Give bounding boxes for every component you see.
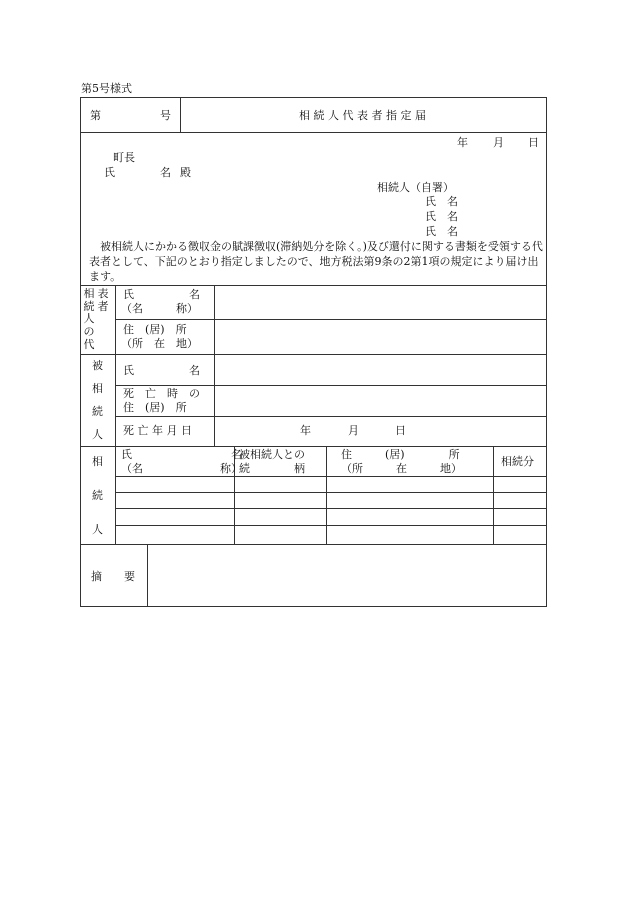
rule <box>115 416 546 417</box>
rule <box>81 132 546 133</box>
heirs-label-char: 人 <box>92 523 103 536</box>
addressee-name-label: 氏 <box>104 166 115 179</box>
deceased-label-char: 被 <box>92 359 103 372</box>
deceased-name-label: 氏 名 <box>123 364 200 377</box>
rule <box>115 319 546 320</box>
addressee-name-label-2: 名 <box>160 166 171 179</box>
representative-label-2: 表者 <box>97 287 109 313</box>
number-suffix: 号 <box>160 109 171 122</box>
rep-name-label: 氏 名 <box>123 288 200 301</box>
rule <box>180 98 181 132</box>
deceased-address-label-1: 死 亡 時 の <box>123 387 200 400</box>
date-day: 日 <box>528 136 539 149</box>
deceased-label-char: 相 <box>92 382 103 395</box>
rep-address-label: 住 (居) 所 <box>123 323 187 336</box>
heirs-header-name: 氏 名 <box>121 448 242 461</box>
rule <box>493 446 494 544</box>
death-date-year: 年 <box>300 424 311 437</box>
heirs-header-share: 相続分 <box>501 455 534 468</box>
addressee-honorific: 殿 <box>180 166 191 179</box>
number-prefix: 第 <box>90 109 101 122</box>
rule <box>81 446 546 447</box>
heirs-header-relation-sub: 続 柄 <box>239 462 305 475</box>
heirs-sign-label: 相続人（自署） <box>377 181 454 194</box>
heirs-label-char: 続 <box>92 489 103 502</box>
designation-form <box>80 97 547 607</box>
death-date-label: 死 亡 年 月 日 <box>123 424 192 437</box>
date-month: 月 <box>493 136 504 149</box>
heir-sign-name: 氏 名 <box>425 210 458 223</box>
addressee-office: 町長 <box>113 151 135 164</box>
death-date-month: 月 <box>348 424 359 437</box>
rep-name-sub: （名 称） <box>121 302 198 315</box>
heirs-label-char: 相 <box>92 455 103 468</box>
rule <box>115 492 546 493</box>
rule <box>115 285 116 544</box>
remarks-label: 摘 要 <box>91 570 135 583</box>
deceased-address-label-2: 住 (居) 所 <box>123 401 187 414</box>
heir-sign-name: 氏 名 <box>425 195 458 208</box>
rep-address-sub: （所 在 地） <box>121 337 198 350</box>
deceased-label-char: 続 <box>92 405 103 418</box>
representative-label: 相続人の代 <box>83 287 95 351</box>
rule <box>115 385 546 386</box>
date-year: 年 <box>457 136 468 149</box>
form-number-label: 第5号様式 <box>81 82 132 95</box>
declaration-text: 被相続人にかかる徴収金の賦課徴収(滞納処分を除く。)及び還付に関する書類を受領する代表者として、下記のとおり指定しましたので、地方税法第9条の2第1項の規定により届け出ます。 <box>89 240 543 283</box>
rule <box>214 285 215 446</box>
rule <box>326 446 327 544</box>
rule <box>115 508 546 509</box>
rule <box>147 544 148 606</box>
heir-sign-name: 氏 名 <box>425 225 458 238</box>
rule <box>115 476 546 477</box>
heirs-header-address: 住 (居) 所 <box>341 448 460 461</box>
heirs-header-name-sub: （名 称） <box>121 462 242 475</box>
rule <box>81 544 546 545</box>
rule <box>115 525 546 526</box>
death-date-day: 日 <box>395 424 406 437</box>
rule <box>81 285 546 286</box>
rule <box>81 354 546 355</box>
heirs-header-address-sub: （所 在 地） <box>341 462 462 475</box>
heirs-header-relation: 被相続人との <box>239 448 305 461</box>
form-title: 相 続 人 代 表 者 指 定 届 <box>299 109 426 122</box>
deceased-label-char: 人 <box>92 428 103 441</box>
